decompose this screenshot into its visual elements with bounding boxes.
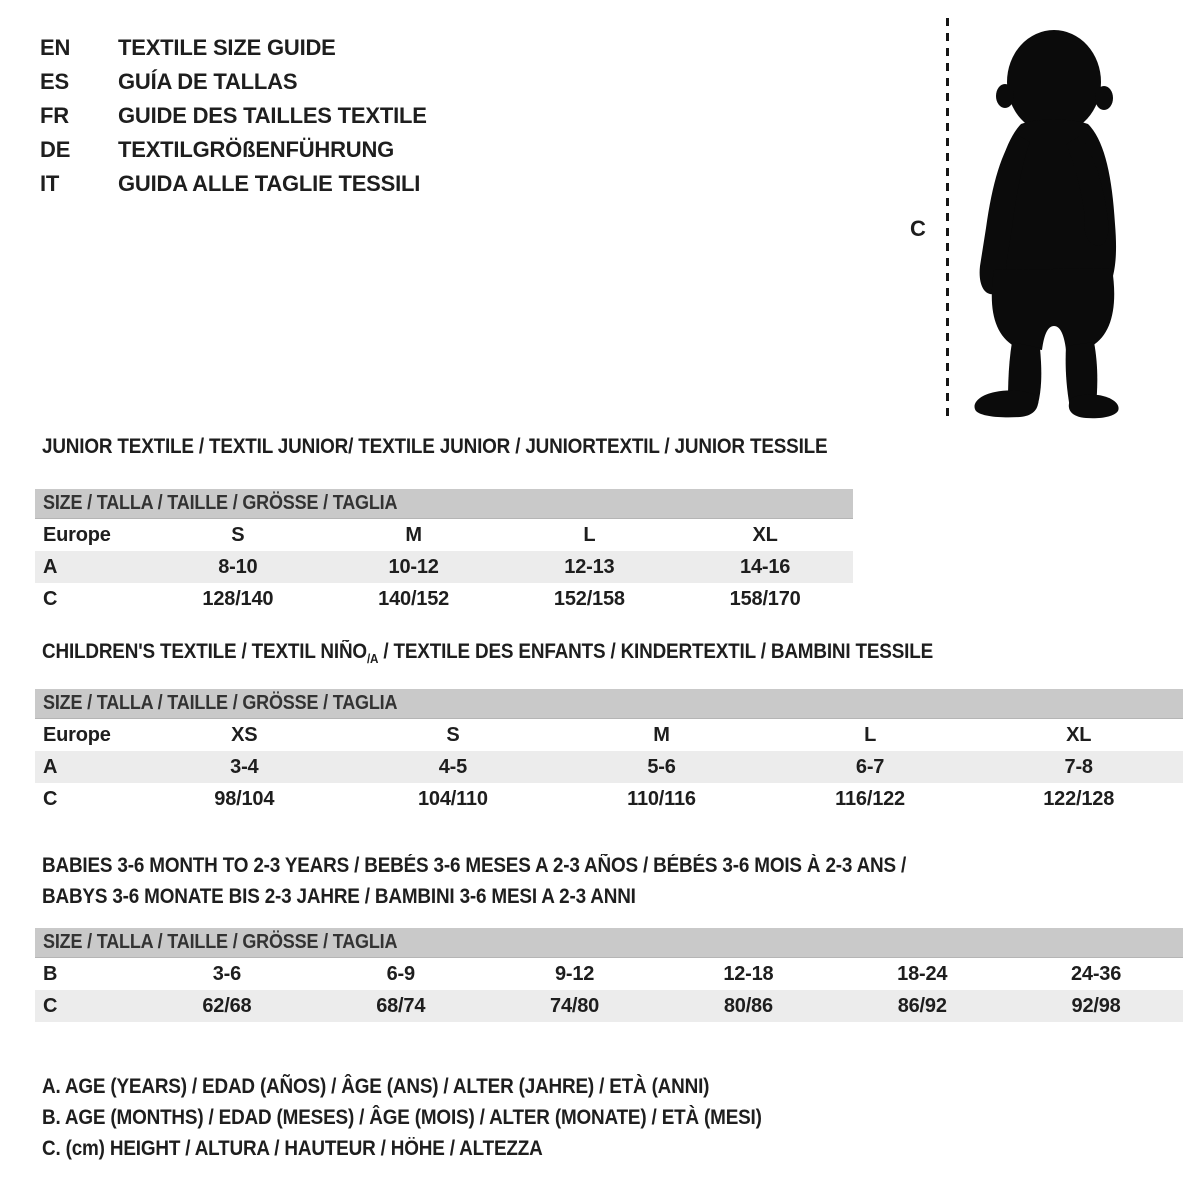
babies-size-band-text: SIZE / TALLA / TAILLE / GRÖSSE / TAGLIA xyxy=(43,931,398,953)
table-row xyxy=(35,519,853,551)
row-label: Europe xyxy=(43,524,111,546)
junior-section-heading-text: JUNIOR TEXTILE / TEXTIL JUNIOR/ TEXTILE JUNIOR / JUNIORTEXTIL / JUNIOR TESSILE xyxy=(42,435,828,458)
table-cell: 3-4 xyxy=(230,756,259,778)
language-row-es xyxy=(40,65,427,99)
table-cell: 14-16 xyxy=(740,556,791,578)
table-cell: 92/98 xyxy=(1071,995,1121,1017)
table-cell: 9-12 xyxy=(554,963,595,985)
table-cell: 6-7 xyxy=(855,756,885,778)
row-label: Europe xyxy=(43,724,111,746)
table-cell: 158/170 xyxy=(729,588,801,610)
table-cell: L xyxy=(864,724,877,746)
row-label: C xyxy=(43,995,58,1017)
table-cell: 12-18 xyxy=(723,963,774,985)
babies-heading-line2: BABYS 3-6 MONATE BIS 2-3 JAHRE / BAMBINI 3-6 MESI A 2-3 ANNI xyxy=(42,885,636,908)
table-cell: L xyxy=(583,524,596,546)
table-cell: 86/92 xyxy=(897,995,947,1017)
table-cell: XL xyxy=(752,524,778,546)
table-row xyxy=(35,551,853,583)
table-cell: 116/122 xyxy=(835,788,905,810)
legend-line-a xyxy=(42,1071,842,1102)
legend-line-c-text: C. (cm) HEIGHT / ALTURA / HAUTEUR / HÖHE / ALTEZZA xyxy=(42,1137,543,1160)
table-row xyxy=(35,583,853,615)
row-label: B xyxy=(43,963,58,985)
table-cell: M xyxy=(405,524,422,546)
legend-block xyxy=(42,1071,842,1164)
babies-heading-line1: BABIES 3-6 MONTH TO 2-3 YEARS / BEBÉS 3-6 MESES A 2-3 AÑOS / BÉBÉS 3-6 MOIS À 2-3 ANS / xyxy=(42,854,907,877)
junior-size-band-text: SIZE / TALLA / TAILLE / GRÖSSE / TAGLIA xyxy=(43,492,398,514)
children-heading-sub: /A xyxy=(366,651,379,667)
legend-line-c xyxy=(42,1133,842,1164)
junior-section-heading xyxy=(42,436,915,458)
children-section-heading-text xyxy=(42,641,933,670)
table-cell: 12-13 xyxy=(564,556,615,578)
children-section-heading xyxy=(42,641,1032,670)
table-cell: 80/86 xyxy=(723,995,773,1017)
table-cell: 104/110 xyxy=(417,788,488,810)
table-cell: S xyxy=(446,724,460,746)
language-title: GUIDE DES TAILLES TEXTILE xyxy=(118,103,427,128)
children-size-band xyxy=(35,689,1183,719)
table-cell: 3-6 xyxy=(212,963,242,985)
language-row-en xyxy=(40,31,427,65)
language-row-it xyxy=(40,167,427,201)
table-cell: 98/104 xyxy=(214,788,275,810)
table-cell: 110/116 xyxy=(627,788,696,810)
table-cell: 24-36 xyxy=(1070,963,1122,985)
table-row xyxy=(35,958,1183,990)
height-measure-label: C xyxy=(910,216,926,241)
junior-size-band xyxy=(35,489,853,519)
table-cell: 140/152 xyxy=(378,588,450,610)
row-label: A xyxy=(43,756,58,778)
table-cell: 7-8 xyxy=(1064,756,1093,778)
language-title: TEXTILE SIZE GUIDE xyxy=(118,35,336,60)
row-label: A xyxy=(43,556,58,578)
babies-size-table xyxy=(35,928,1183,1022)
language-code: EN xyxy=(40,35,71,60)
babies-section-heading xyxy=(42,850,1002,912)
children-heading-main: CHILDREN'S TEXTILE / TEXTIL NIÑO xyxy=(42,640,367,663)
language-code: FR xyxy=(40,103,69,128)
baby-silhouette-icon xyxy=(966,24,1138,420)
table-cell: 8-10 xyxy=(218,556,258,578)
table-cell: S xyxy=(231,524,245,546)
language-title: TEXTILGRÖßENFÜHRUNG xyxy=(118,137,395,162)
height-measure-dashed-line xyxy=(946,18,949,416)
language-code: DE xyxy=(40,137,71,162)
table-cell: 5-6 xyxy=(647,756,676,778)
children-size-table xyxy=(35,689,1183,815)
legend-line-b-text: B. AGE (MONTHS) / EDAD (MESES) / ÂGE (MOIS) / ALTER (MONATE) / ETÀ (MESI) xyxy=(42,1106,762,1129)
table-cell: 62/68 xyxy=(202,995,252,1017)
legend-line-b xyxy=(42,1102,842,1133)
table-cell: 6-9 xyxy=(386,963,415,985)
table-row xyxy=(35,990,1183,1022)
table-cell: M xyxy=(653,724,670,746)
language-row-fr xyxy=(40,99,427,133)
junior-size-table xyxy=(35,489,853,615)
table-cell: 10-12 xyxy=(388,556,439,578)
legend-line-a-text: A. AGE (YEARS) / EDAD (AÑOS) / ÂGE (ANS) / ALTER (JAHRE) / ETÀ (ANNI) xyxy=(42,1075,710,1098)
babies-size-band xyxy=(35,928,1183,958)
language-title: GUIDA ALLE TAGLIE TESSILI xyxy=(118,171,421,196)
language-code: IT xyxy=(40,171,60,196)
table-cell: XL xyxy=(1066,724,1092,746)
table-cell: 128/140 xyxy=(202,588,274,610)
row-label: C xyxy=(43,588,58,610)
language-title: GUÍA DE TALLAS xyxy=(118,69,298,94)
children-heading-rest: / TEXTILE DES ENFANTS / KINDERTEXTIL / BAMBINI TESSILE xyxy=(378,640,934,663)
table-row xyxy=(35,751,1183,783)
table-cell: 152/158 xyxy=(553,588,625,610)
table-cell: 68/74 xyxy=(376,995,426,1017)
row-label: C xyxy=(43,788,58,810)
children-size-band-text: SIZE / TALLA / TAILLE / GRÖSSE / TAGLIA xyxy=(43,692,398,714)
table-cell: XS xyxy=(231,724,258,746)
table-cell: 122/128 xyxy=(1043,788,1115,810)
language-code: ES xyxy=(40,69,69,94)
language-row-de xyxy=(40,133,427,167)
table-cell: 74/80 xyxy=(550,995,600,1017)
language-title-block xyxy=(40,31,427,201)
table-row xyxy=(35,783,1183,815)
table-row xyxy=(35,719,1183,751)
table-cell: 18-24 xyxy=(897,963,948,985)
table-cell: 4-5 xyxy=(438,756,468,778)
